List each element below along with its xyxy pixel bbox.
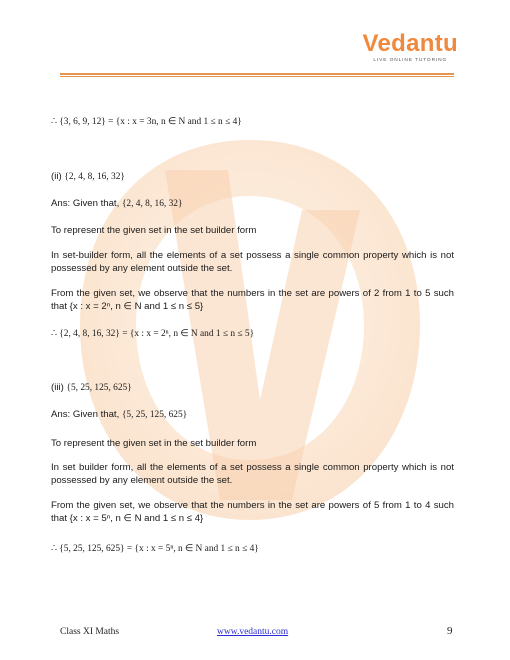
question-label: (ii) (51, 171, 62, 182)
answer-label: Ans: Given that, (51, 198, 120, 209)
footer-subject: Class XI Maths (60, 627, 120, 637)
question-ii (51, 170, 454, 184)
answer-intro-iii (51, 408, 454, 422)
instruction-ii: To represent the given set in the set builder form (51, 225, 257, 236)
header-rule (60, 73, 454, 75)
question-label: (iii) (51, 382, 64, 393)
logo-tagline: LIVE ONLINE TUTORING (373, 58, 448, 63)
vedantu-logo (363, 31, 458, 63)
equation-result-iii: ∴ {5, 25, 125, 625} = {x : x = 5ⁿ, n ∈ N and 1 ≤ n ≤ 4} (51, 544, 259, 554)
observation-ii: From the given set, we observe that the numbers in the set are powers of 2 from 1 to 5 such that {x : x = 2ⁿ, n ∈ N and 1 ≤ n ≤ 5} (51, 288, 454, 312)
page-number: 9 (447, 625, 453, 637)
equation-result-i: ∴ {3, 6, 9, 12} = {x : x = 3n, n ∈ N and 1 ≤ n ≤ 4} (51, 117, 242, 127)
observation-iii: From the given set, we observe that the numbers in the set are powers of 5 from 1 to 4 such that {x : x = 5ⁿ, n ∈ N and 1 ≤ n ≤ 4} (51, 500, 454, 524)
header-rule-thin (60, 76, 454, 77)
answer-set: {2, 4, 8, 16, 32} (121, 199, 183, 209)
definition-iii: In set builder form, all the elements of a set possess a single common property which is not possessed by any element outside the set. (51, 462, 454, 486)
equation-result-ii: ∴ {2, 4, 8, 16, 32} = {x : x = 2ⁿ, n ∈ N and 1 ≤ n ≤ 5} (51, 329, 255, 339)
answer-intro-ii (51, 197, 454, 211)
question-iii (51, 381, 454, 395)
question-set: {5, 25, 125, 625} (66, 383, 132, 393)
footer-website-link[interactable]: www.vedantu.com (217, 627, 289, 637)
instruction-iii: To represent the given set in the set builder form (51, 438, 257, 449)
answer-set: {5, 25, 125, 625} (121, 410, 188, 420)
definition-ii: In set-builder form, all the elements of a set possess a single common property which is not possessed by any element outside the set. (51, 250, 454, 274)
logo-wordmark: Vedantu (362, 30, 458, 57)
question-set: {2, 4, 8, 16, 32} (64, 172, 125, 182)
answer-label: Ans: Given that, (51, 409, 120, 420)
